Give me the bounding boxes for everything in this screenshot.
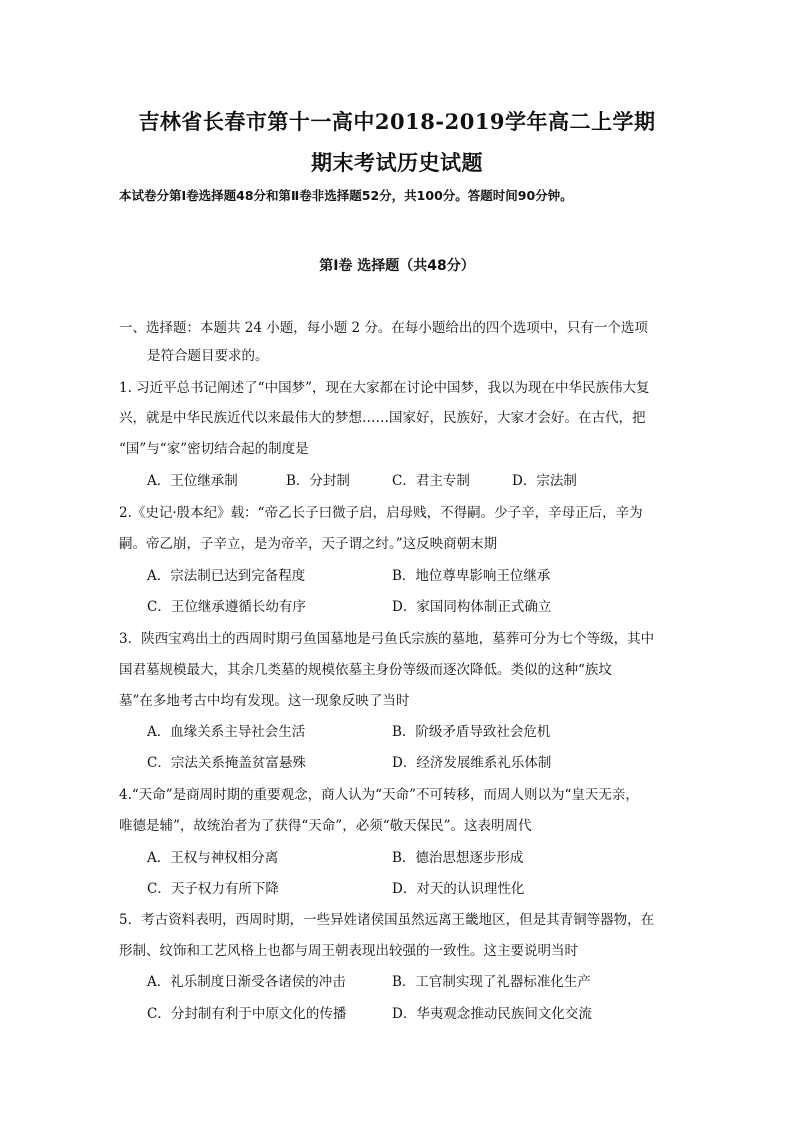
question-4-line1: 4.“天命”是商周时期的重要观念，商人认为“天命”不可转移，而周人则以为“皇天无亲， xyxy=(119,787,639,803)
question-4-option-c: C．天子权力有所下降 xyxy=(147,881,279,897)
question-5-line1: 5．考古资料表明，西周时期，一些异姓诸侯国虽然远离王畿地区，但是其青铜等器物，在 xyxy=(119,912,655,928)
question-5-option-b: B．工官制实现了礼器标准化生产 xyxy=(392,974,591,990)
question-1-option-c: C．君主专制 xyxy=(392,473,470,489)
question-1-line2: 兴，就是中华民族近代以来最伟大的梦想……国家好，民族好，大家才会好。在古代，把 xyxy=(119,410,646,426)
section-heading: 第Ⅰ卷 选择题（共48分） xyxy=(319,258,475,274)
question-3-option-d: D．经济发展维系礼乐体制 xyxy=(392,755,552,771)
exam-title-line1: 吉林省长春市第十一高中2018-2019学年高二上学期 xyxy=(138,109,656,134)
exam-title-line2: 期末考试历史试题 xyxy=(311,150,483,175)
question-3-option-b: B．阶级矛盾导致社会危机 xyxy=(392,724,551,740)
question-2-option-d: D．家国同构体制正式确立 xyxy=(392,599,552,615)
question-1-option-b: B．分封制 xyxy=(286,473,350,489)
question-3-line1: 3．陕西宝鸡出土的西周时期弓鱼国墓地是弓鱼氏宗族的墓地，墓葬可分为七个等级，其中 xyxy=(119,631,655,647)
question-5-option-d: D．华夷观念推动民族间文化交流 xyxy=(392,1006,592,1022)
question-2-line2: 嗣。帝乙崩，子辛立，是为帝辛，天子谓之纣。”这反映商朝末期 xyxy=(119,536,498,552)
question-4-option-b: B．德治思想逐步形成 xyxy=(392,850,524,866)
question-1-line3: “国”与“家”密切结合起的制度是 xyxy=(119,441,309,457)
question-2-line1: 2.《史记·殷本纪》载：“帝乙长子曰微子启，启母贱，不得嗣。少子辛，辛母正后，辛为 xyxy=(119,505,643,521)
instructions-line2: 是符合题目要求的。 xyxy=(147,348,269,364)
question-3-line2: 国君墓规模最大，其余几类墓的规模依墓主身份等级而逐次降低。类似的这种“族坟 xyxy=(119,662,612,678)
question-5-line2: 形制、纹饰和工艺风格上也都与周王朝表现出较强的一致性。这主要说明当时 xyxy=(119,943,578,959)
question-3-line3: 墓”在多地考古中均有发现。这一现象反映了当时 xyxy=(119,693,410,709)
exam-intro: 本试卷分第Ⅰ卷选择题48分和第Ⅱ卷非选择题52分，共100分。答题时间90分钟。 xyxy=(119,188,573,203)
question-1-line1: 1. 习近平总书记阐述了“中国梦”，现在大家都在讨论中国梦，我以为现在中华民族伟大复 xyxy=(119,380,650,396)
question-1-option-d: D．宗法制 xyxy=(512,473,577,489)
question-3-option-a: A．血缘关系主导社会生活 xyxy=(147,724,306,740)
question-2-option-a: A．宗法制已达到完备程度 xyxy=(147,568,306,584)
instructions-line1: 一、选择题：本题共 24 小题，每小题 2 分。在每小题给出的四个选项中，只有一个选项 xyxy=(119,320,648,336)
question-2-option-c: C．王位继承遵循长幼有序 xyxy=(147,599,306,615)
question-5-option-c: C．分封制有利于中原文化的传播 xyxy=(147,1006,347,1022)
question-2-option-b: B．地位尊卑影响王位继承 xyxy=(392,568,551,584)
question-4-option-a: A．王权与神权相分离 xyxy=(147,850,279,866)
question-4-option-d: D．对天的认识理性化 xyxy=(392,881,525,897)
question-5-option-a: A．礼乐制度日渐受各诸侯的冲击 xyxy=(147,974,346,990)
question-3-option-c: C．宗法关系掩盖贫富悬殊 xyxy=(147,755,306,771)
question-4-line2: 唯德是辅”，故统治者为了获得“天命”，必须“敬天保民”。这表明周代 xyxy=(119,818,532,834)
question-1-option-a: A．王位继承制 xyxy=(147,473,238,489)
